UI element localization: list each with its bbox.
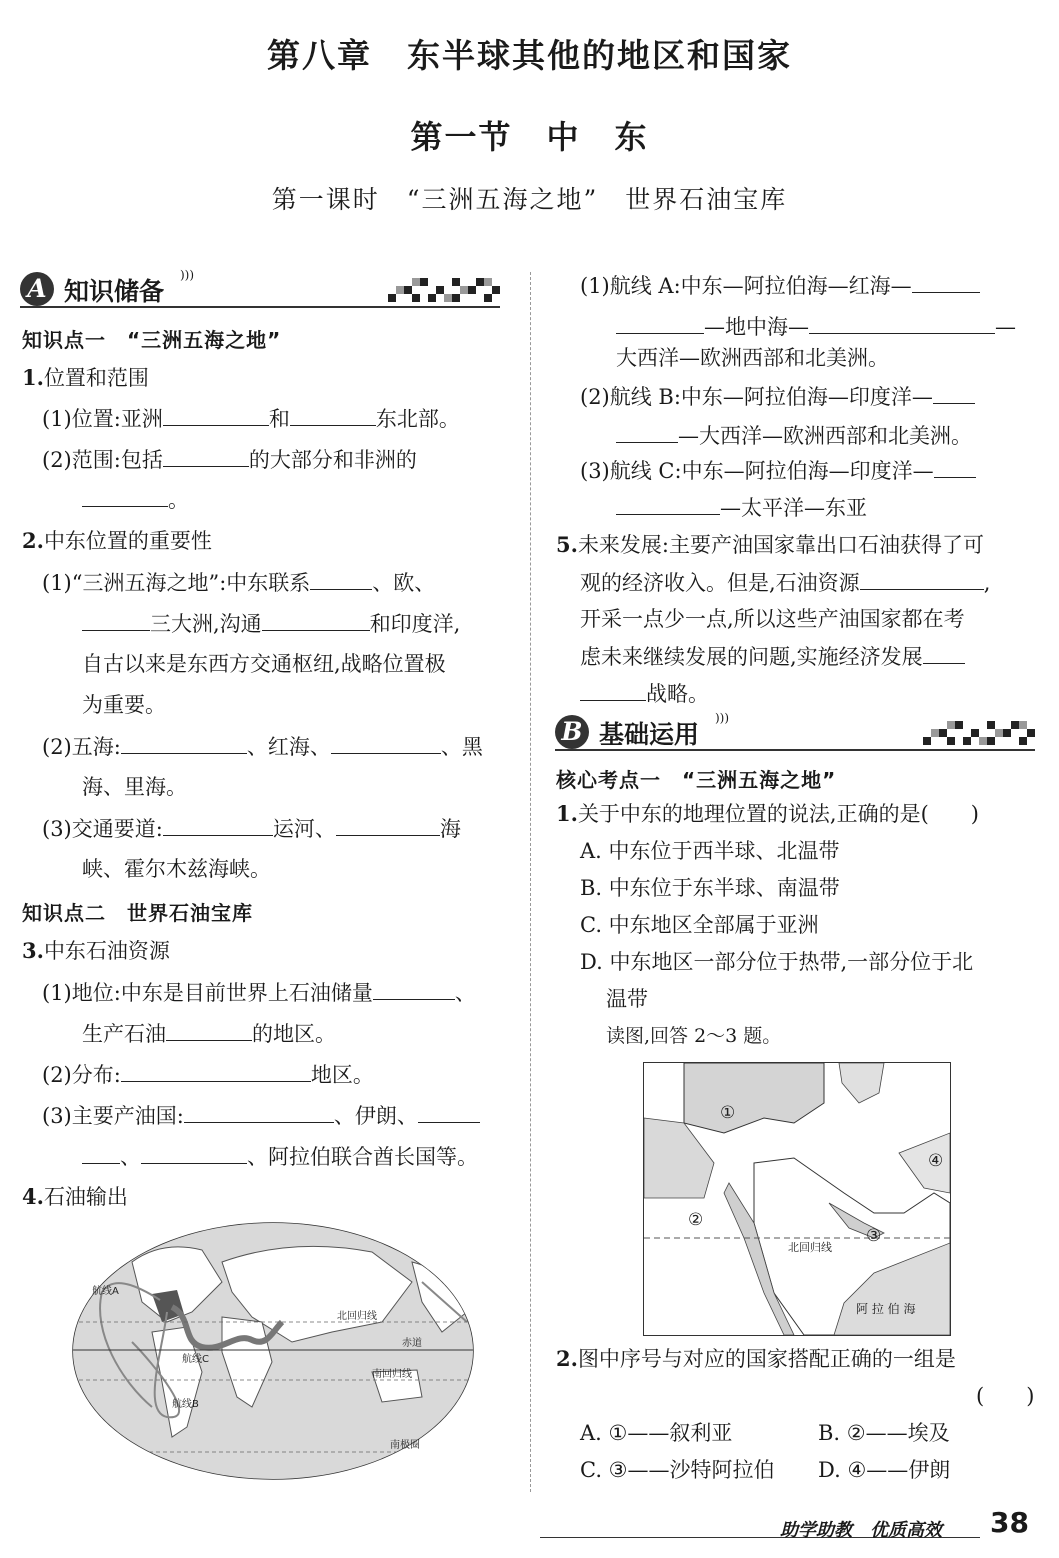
lesson-title: 第一课时 “三洲五海之地” 世界石油宝库: [271, 185, 788, 214]
arabian-sea-label: 阿 拉 伯 海: [856, 1302, 916, 1316]
q2-2-cont: 海、里海。: [82, 775, 187, 799]
route-b-label: 航线B: [172, 1399, 199, 1410]
route-a-line: (1)航线 A:中东—阿拉伯海—红海—: [580, 272, 980, 299]
middle-east-map: [643, 1062, 951, 1336]
mc2-option-d: D. ④——伊朗: [818, 1458, 951, 1482]
badge-a: A: [20, 272, 54, 306]
q1-1-line: (1)位置:亚洲 和 东北部。: [42, 407, 460, 431]
mc2-question: 2.图中序号与对应的国家搭配正确的一组是: [556, 1346, 956, 1371]
route-c-label: 航线C: [182, 1354, 209, 1365]
mc1-option-a: A. 中东位于西半球、北温带: [580, 839, 840, 863]
q5-line-2: 观的经济收入。但是,石油资源 ,: [580, 571, 991, 595]
mc2-option-c: C. ③——沙特阿拉伯: [580, 1458, 775, 1482]
mc1-option-d: D. 中东地区一部分位于热带,一部分位于北: [580, 950, 974, 974]
tropic-label: 北回归线: [788, 1241, 832, 1254]
route-c-cont: —太平洋—东亚: [616, 494, 867, 521]
q3-1-cont: 生产石油 的地区。: [82, 1022, 336, 1046]
q5-line-4: 虑未来继续发展的问题,实施经济发展: [580, 643, 965, 670]
route-b-line: (2)航线 B:中东—阿拉伯海—印度洋—: [580, 383, 975, 410]
route-c-line: (3)航线 C:中东—阿拉伯海—印度洋—: [580, 457, 976, 484]
mc2-option-b: B. ②——埃及: [818, 1421, 950, 1445]
marker-4: ④: [928, 1151, 944, 1171]
route-a-cont2: 大西洋—欧洲西部和北美洲。: [616, 346, 889, 370]
page-number: 38: [990, 1506, 1029, 1539]
q3-heading: 3.中东石油资源: [22, 938, 170, 963]
q1-2-cont: 。: [82, 486, 189, 513]
knowledge-point-2: 知识点二 世界石油宝库: [22, 901, 253, 925]
checker-pattern-icon: [388, 274, 500, 304]
route-a-label: 航线A: [92, 1286, 119, 1297]
q3-2-line: (2)分布: 地区。: [42, 1063, 374, 1087]
q1-heading: 1.位置和范围: [22, 365, 149, 390]
mc2-option-a: A. ①——叙利亚: [580, 1421, 733, 1445]
signal-icon: ))): [715, 711, 730, 725]
q3-3-cont: 、 、阿拉伯联合酋长国等。: [82, 1143, 478, 1170]
q1-2-line: (2)范围:包括 的大部分和非洲的: [42, 448, 417, 472]
section-title: 第一节 中 东: [410, 118, 649, 156]
knowledge-point-1: 知识点一 “三洲五海之地”: [22, 328, 282, 352]
world-oil-routes-map: [72, 1222, 474, 1480]
core-point-1: 核心考点一 “三洲五海之地”: [556, 768, 837, 792]
q4-heading: 4.石油输出: [22, 1184, 128, 1209]
marker-3: ③: [866, 1226, 882, 1246]
mc1-option-b: B. 中东位于东半球、南温带: [580, 876, 840, 900]
q2-1-cont2: 自古以来是东西方交通枢纽,战略位置极: [82, 652, 446, 676]
mc1-option-d-cont: 温带: [606, 987, 648, 1011]
checker-pattern-icon: [923, 717, 1035, 747]
banner-knowledge: [20, 268, 500, 308]
antarctic-label: 南极圈: [390, 1440, 420, 1451]
q5-line-3: 开采一点少一点,所以这些产油国家都在考: [580, 607, 965, 631]
banner-basic-application: [555, 711, 1035, 751]
column-divider: [530, 272, 531, 1492]
read-map-instruction: 读图,回答 2～3 题。: [606, 1025, 782, 1047]
q3-1-line: (1)地位:中东是目前世界上石油储量 、: [42, 981, 476, 1005]
marker-1: ①: [720, 1103, 736, 1123]
mc1-question: 1.关于中东的地理位置的说法,正确的是( ): [556, 801, 979, 826]
q2-heading: 2.中东位置的重要性: [22, 528, 212, 553]
q2-3-line: (3)交通要道: 运河、 海: [42, 817, 461, 841]
chapter-title: 第八章 东半球其他的地区和国家: [267, 36, 792, 75]
q5-line-5: 战略。: [580, 680, 709, 707]
marker-2: ②: [688, 1210, 704, 1230]
q2-2-line: (2)五海: 、红海、 、黑: [42, 735, 483, 759]
banner-a-title: 知识储备: [64, 277, 165, 306]
tropic-north-label: 北回归线: [337, 1311, 377, 1322]
footer-slogan: 助学助教 优质高效: [780, 1520, 942, 1541]
q3-3-line: (3)主要产油国: 、伊朗、: [42, 1102, 480, 1129]
equator-label: 赤道: [402, 1338, 422, 1349]
route-b-cont: —大西洋—欧洲西部和北美洲。: [616, 422, 972, 449]
q2-3-cont: 峡、霍尔木兹海峡。: [82, 857, 271, 881]
route-a-cont: —地中海— —: [616, 313, 1016, 340]
banner-b-title: 基础运用: [599, 720, 700, 749]
q2-1-cont: 三大洲,沟通 和印度洋,: [82, 610, 460, 637]
q2-1-cont3: 为重要。: [82, 693, 166, 717]
signal-icon: ))): [180, 268, 195, 282]
q2-1-line: (1)“三洲五海之地”:中东联系 、欧、: [42, 571, 436, 595]
mc1-option-c: C. 中东地区全部属于亚洲: [580, 913, 819, 937]
mc2-answer-paren: ( ): [976, 1384, 1035, 1408]
badge-b: B: [555, 715, 589, 749]
tropic-south-label: 南回归线: [372, 1369, 412, 1380]
q5-line-1: 5.未来发展:主要产油国家靠出口石油获得了可: [556, 532, 985, 557]
